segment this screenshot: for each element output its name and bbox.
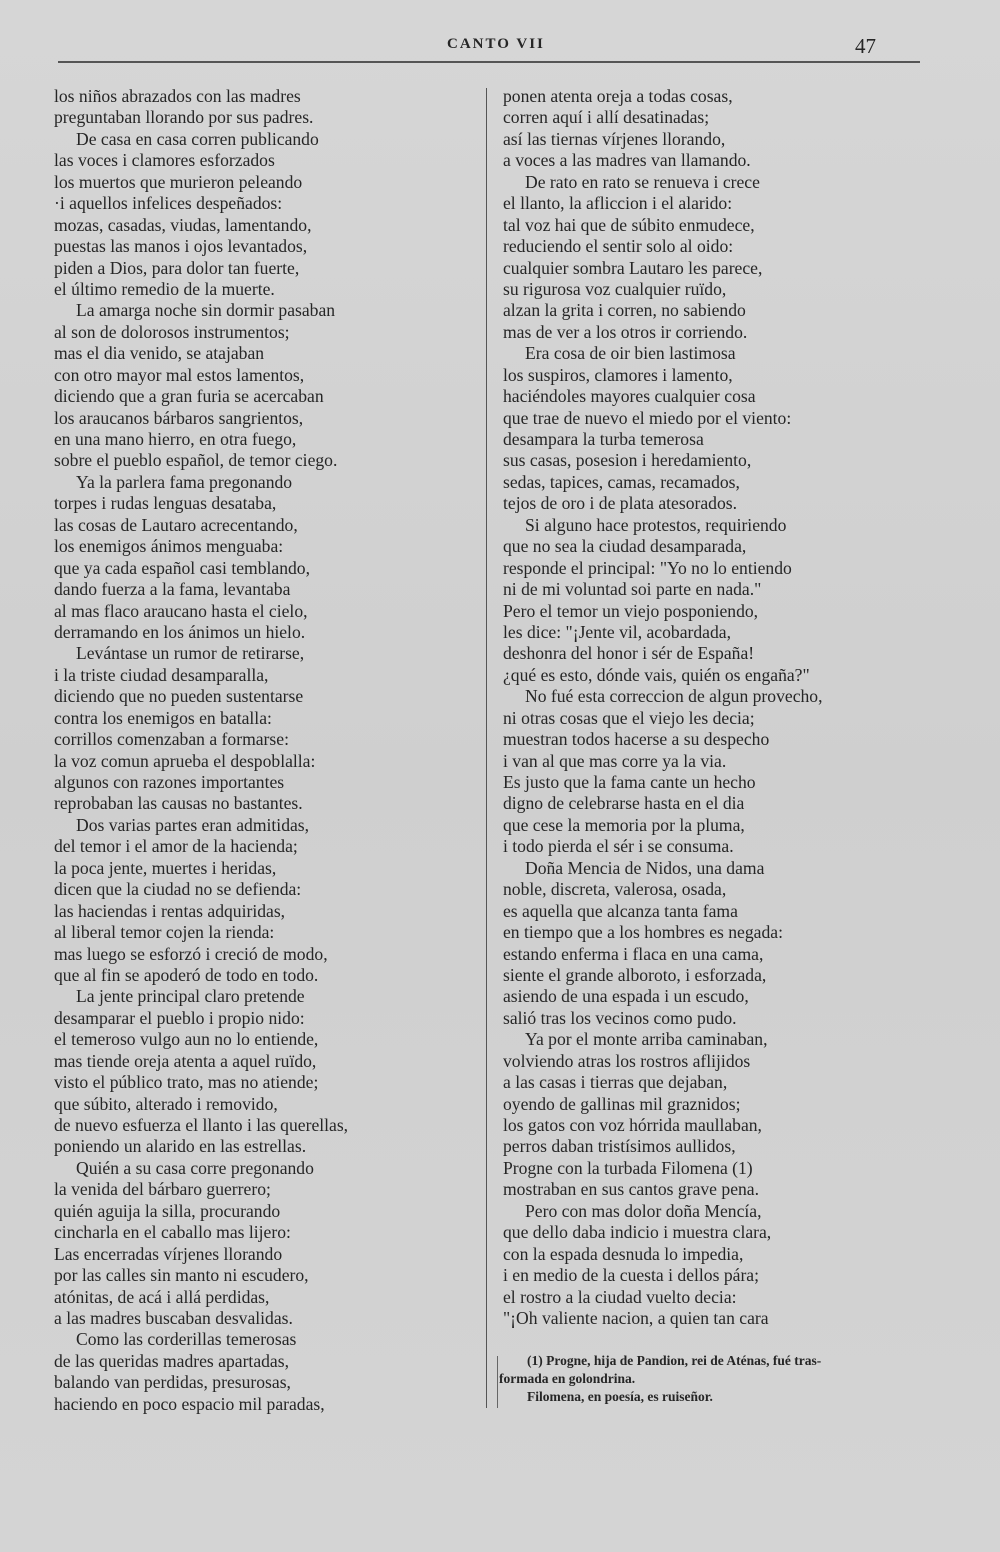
verse-line: Era cosa de oir bien lastimosa [525,343,736,364]
verse-line: haciendo en poco espacio mil paradas, [54,1393,325,1414]
left-column [54,86,474,1415]
verse-line: con otro mayor mal estos lamentos, [54,364,305,385]
verse-line: ¿qué es esto, dónde vais, quién os engaña?" [503,664,810,685]
verse-line: que cese la memoria por la pluma, [503,814,745,835]
verse-line: a las casas i tierras que dejaban, [503,1072,728,1093]
verse-line: al liberal temor cojen la rienda: [54,922,275,943]
verse-line: reprobaban las causas no bastantes. [54,793,303,814]
verse-line: las cosas de Lautaro acrecentando, [54,514,298,535]
verse-line: deshonra del honor i sér de España! [503,643,755,664]
verse-line: los muertos que murieron peleando [54,171,303,192]
verse-line: diciendo que a gran furia se acercaban [54,386,324,407]
verse-line: en una mano hierro, en otra fuego, [54,429,297,449]
verse-line: volviendo atras los rostros aflijidos [503,1050,751,1071]
verse-line: el temeroso vulgo aun no lo entiende, [54,1029,319,1050]
verse-line: algunos con razones importantes [54,772,285,792]
footnote-line: formada en golondrina. [499,1371,636,1386]
verse-line: diciendo que no pueden sustentarse [54,686,304,707]
verse-line: al mas flaco araucano hasta el cielo, [54,600,308,621]
verse-line: ·i aquellos infelices despeñados: [54,193,283,214]
verse-line: que súbito, alterado i removido, [54,1093,278,1114]
verse-line: preguntaban llorando por sus padres. [54,107,314,128]
footnote-line: (1) Progne, hija de Pandion, rei de Aténas, fué tras- [527,1353,822,1368]
verse-line: i la triste ciudad desamparalla, [54,664,269,685]
verse-line: mas de ver a los otros ir corriendo. [503,321,748,342]
verse-line: perros daban tristísimos aullidos, [503,1136,736,1157]
verse-line: les dice: "¡Jente vil, acobardada, [503,621,731,642]
verse-line: piden a Dios, para dolor tan fuerte, [54,257,300,278]
running-title: CANTO VII [447,36,545,52]
verse-line: Ya la parlera fama pregonando [76,471,293,492]
verse-line: puestas las manos i ojos levantados, [54,236,308,257]
verse-line: siente el grande alboroto, i esforzada, [503,964,767,985]
verse-line: derramando en los ánimos un hielo. [54,621,306,642]
verse-line: quién aguija la silla, procurando [54,1200,281,1221]
verse-line: que al fin se apoderó de todo en todo. [54,964,319,985]
verse-line: mas el dia venido, se atajaban [54,343,265,364]
verse-line: muestran todos hacerse a su despecho [503,729,770,750]
verse-line: los araucanos bárbaros sangrientos, [54,407,304,428]
verse-line: los niños abrazados con las madres [54,86,301,106]
verse-line: atónitas, de acá i allá perdidas, [54,1286,270,1307]
verse-line: sedas, tapices, camas, recamados, [503,471,740,492]
verse-line: en tiempo que a los hombres es negada: [503,922,783,943]
verse-line: que no sea la ciudad desamparada, [503,536,747,557]
page-number: 47 [855,34,876,58]
verse-line: el último remedio de la muerte. [54,278,275,299]
verse-line: Pero el temor un viejo posponiendo, [503,600,759,621]
verse-line: No fué esta correccion de algun provecho, [525,686,823,707]
verse-line: los gatos con voz hórrida maullaban, [503,1115,762,1135]
verse-line: desamparar el pueblo i propio nido: [54,1007,305,1028]
verse-line: ponen atenta oreja a todas cosas, [503,86,733,106]
verse-line: es aquella que alcanza tanta fama [503,900,738,921]
verse-line: haciéndoles mayores cualquier cosa [503,386,756,407]
verse-line: la voz comun aprueba el despoblalla: [54,750,316,771]
verse-line: Si alguno hace protestos, requiriendo [525,514,787,535]
footnote-line: Filomena, en poesía, es ruiseñor. [527,1389,713,1404]
verse-line: Las encerradas vírjenes llorando [54,1243,283,1264]
column-divider [486,88,487,1408]
verse-line: que dello daba indicio i muestra clara, [503,1222,772,1243]
verse-line: balando van perdidas, presurosas, [54,1372,291,1393]
verse-line: Doña Mencia de Nidos, una dama [525,857,765,878]
verse-line: mas tiende oreja atenta a aquel ruïdo, [54,1050,317,1071]
verse-line: de nuevo esfuerza el llanto i las querellas, [54,1115,349,1135]
verse-line: sobre el pueblo español, de temor ciego. [54,450,338,471]
verse-line: ni de mi voluntad soi parte en nada." [503,579,762,600]
verse-line: La jente principal claro pretende [76,986,305,1007]
verse-line: contra los enemigos en batalla: [54,707,272,728]
verse-line: tejos de oro i de plata atesorados. [503,493,738,514]
verse-line: noble, discreta, valerosa, osada, [503,879,727,900]
verse-line: Progne con la turbada Filomena (1) [503,1157,753,1178]
footnote-rule [497,1356,498,1408]
verse-line: cincharla en el caballo mas lijero: [54,1222,291,1243]
verse-line: i en medio de la cuesta i dellos pára; [503,1265,759,1286]
verse-line: estando enferma i flaca en una cama, [503,943,764,964]
verse-line: alzan la grita i corren, no sabiendo [503,300,746,321]
verse-line: mozas, casadas, viudas, lamentando, [54,214,312,235]
verse-line: de las queridas madres apartadas, [54,1350,289,1371]
verse-line: que trae de nuevo el miedo por el viento: [503,407,792,428]
verse-line: Pero con mas dolor doña Mencía, [525,1200,762,1221]
verse-line: i van al que mas corre ya la via. [503,750,727,771]
verse-line: visto el público trato, mas no atiende; [54,1072,319,1093]
verse-line: digno de celebrarse hasta en el dia [503,793,745,814]
verse-line: a las madres buscaban desvalidas. [54,1307,293,1328]
verse-line: ni otras cosas que el viejo les decia; [503,707,755,728]
verse-line: los enemigos ánimos menguaba: [54,536,284,557]
verse-line: reduciendo el sentir solo al oido: [503,236,734,257]
verse-line: con la espada desnuda lo impedia, [503,1243,744,1264]
verse-line: salió tras los vecinos como pudo. [503,1007,737,1028]
verse-line: desampara la turba temerosa [503,429,704,449]
verse-line: "¡Oh valiente nacion, a quien tan cara [503,1307,769,1328]
verse-line: Levántase un rumor de retirarse, [76,643,305,664]
footnotes [499,1352,919,1406]
verse-line: Dos varias partes eran admitidas, [76,814,310,835]
right-column [503,86,913,1329]
verse-line: dicen que la ciudad no se defienda: [54,879,302,900]
verse-line: De rato en rato se renueva i crece [525,171,760,192]
verse-line: su rigurosa voz cualquier ruïdo, [503,278,727,299]
verse-line: corrillos comenzaban a formarse: [54,729,289,750]
verse-line: responde el principal: "Yo no lo entiendo [503,557,792,578]
verse-line: mas luego se esforzó i creció de modo, [54,943,328,964]
verse-line: el rostro a la ciudad vuelto decia: [503,1286,737,1307]
verse-line: Es justo que la fama cante un hecho [503,772,756,792]
verse-line: la poca jente, muertes i heridas, [54,857,277,878]
page-header [0,0,1000,70]
verse-line: De casa en casa corren publicando [76,128,319,149]
verse-line: a voces a las madres van llamando. [503,150,751,171]
verse-line: poniendo un alarido en las estrellas. [54,1136,307,1157]
verse-line: del temor i el amor de la hacienda; [54,836,298,857]
verse-line: asiendo de una espada i un escudo, [503,986,749,1007]
verse-line: tal voz hai que de súbito enmudece, [503,214,755,235]
verse-line: corren aquí i allí desatinadas; [503,107,710,128]
verse-line: sus casas, posesion i heredamiento, [503,450,752,471]
verse-line: así las tiernas vírjenes llorando, [503,128,726,149]
verse-line: i todo pierda el sér i se consuma. [503,836,734,857]
header-rule [58,61,920,63]
verse-line: la venida del bárbaro guerrero; [54,1179,271,1200]
verse-line: por las calles sin manto ni escudero, [54,1265,309,1286]
verse-line: al son de dolorosos instrumentos; [54,321,290,342]
verse-line: dando fuerza a la fama, levantaba [54,579,291,600]
verse-line: mostraban en sus cantos grave pena. [503,1179,760,1200]
verse-line: Como las corderillas temerosas [76,1329,297,1350]
verse-line: La amarga noche sin dormir pasaban [76,300,336,321]
verse-line: que ya cada español casi temblando, [54,557,310,578]
verse-line: las voces i clamores esforzados [54,150,275,171]
verse-line: Quién a su casa corre pregonando [76,1157,314,1178]
verse-line: cualquier sombra Lautaro les parece, [503,257,763,278]
verse-line: torpes i rudas lenguas desataba, [54,493,277,514]
verse-line: las haciendas i rentas adquiridas, [54,900,286,921]
verse-line: oyendo de gallinas mil graznidos; [503,1093,741,1114]
verse-line: Ya por el monte arriba caminaban, [525,1029,768,1050]
verse-line: el llanto, la afliccion i el alarido: [503,193,733,214]
verse-line: los suspiros, clamores i lamento, [503,364,733,385]
